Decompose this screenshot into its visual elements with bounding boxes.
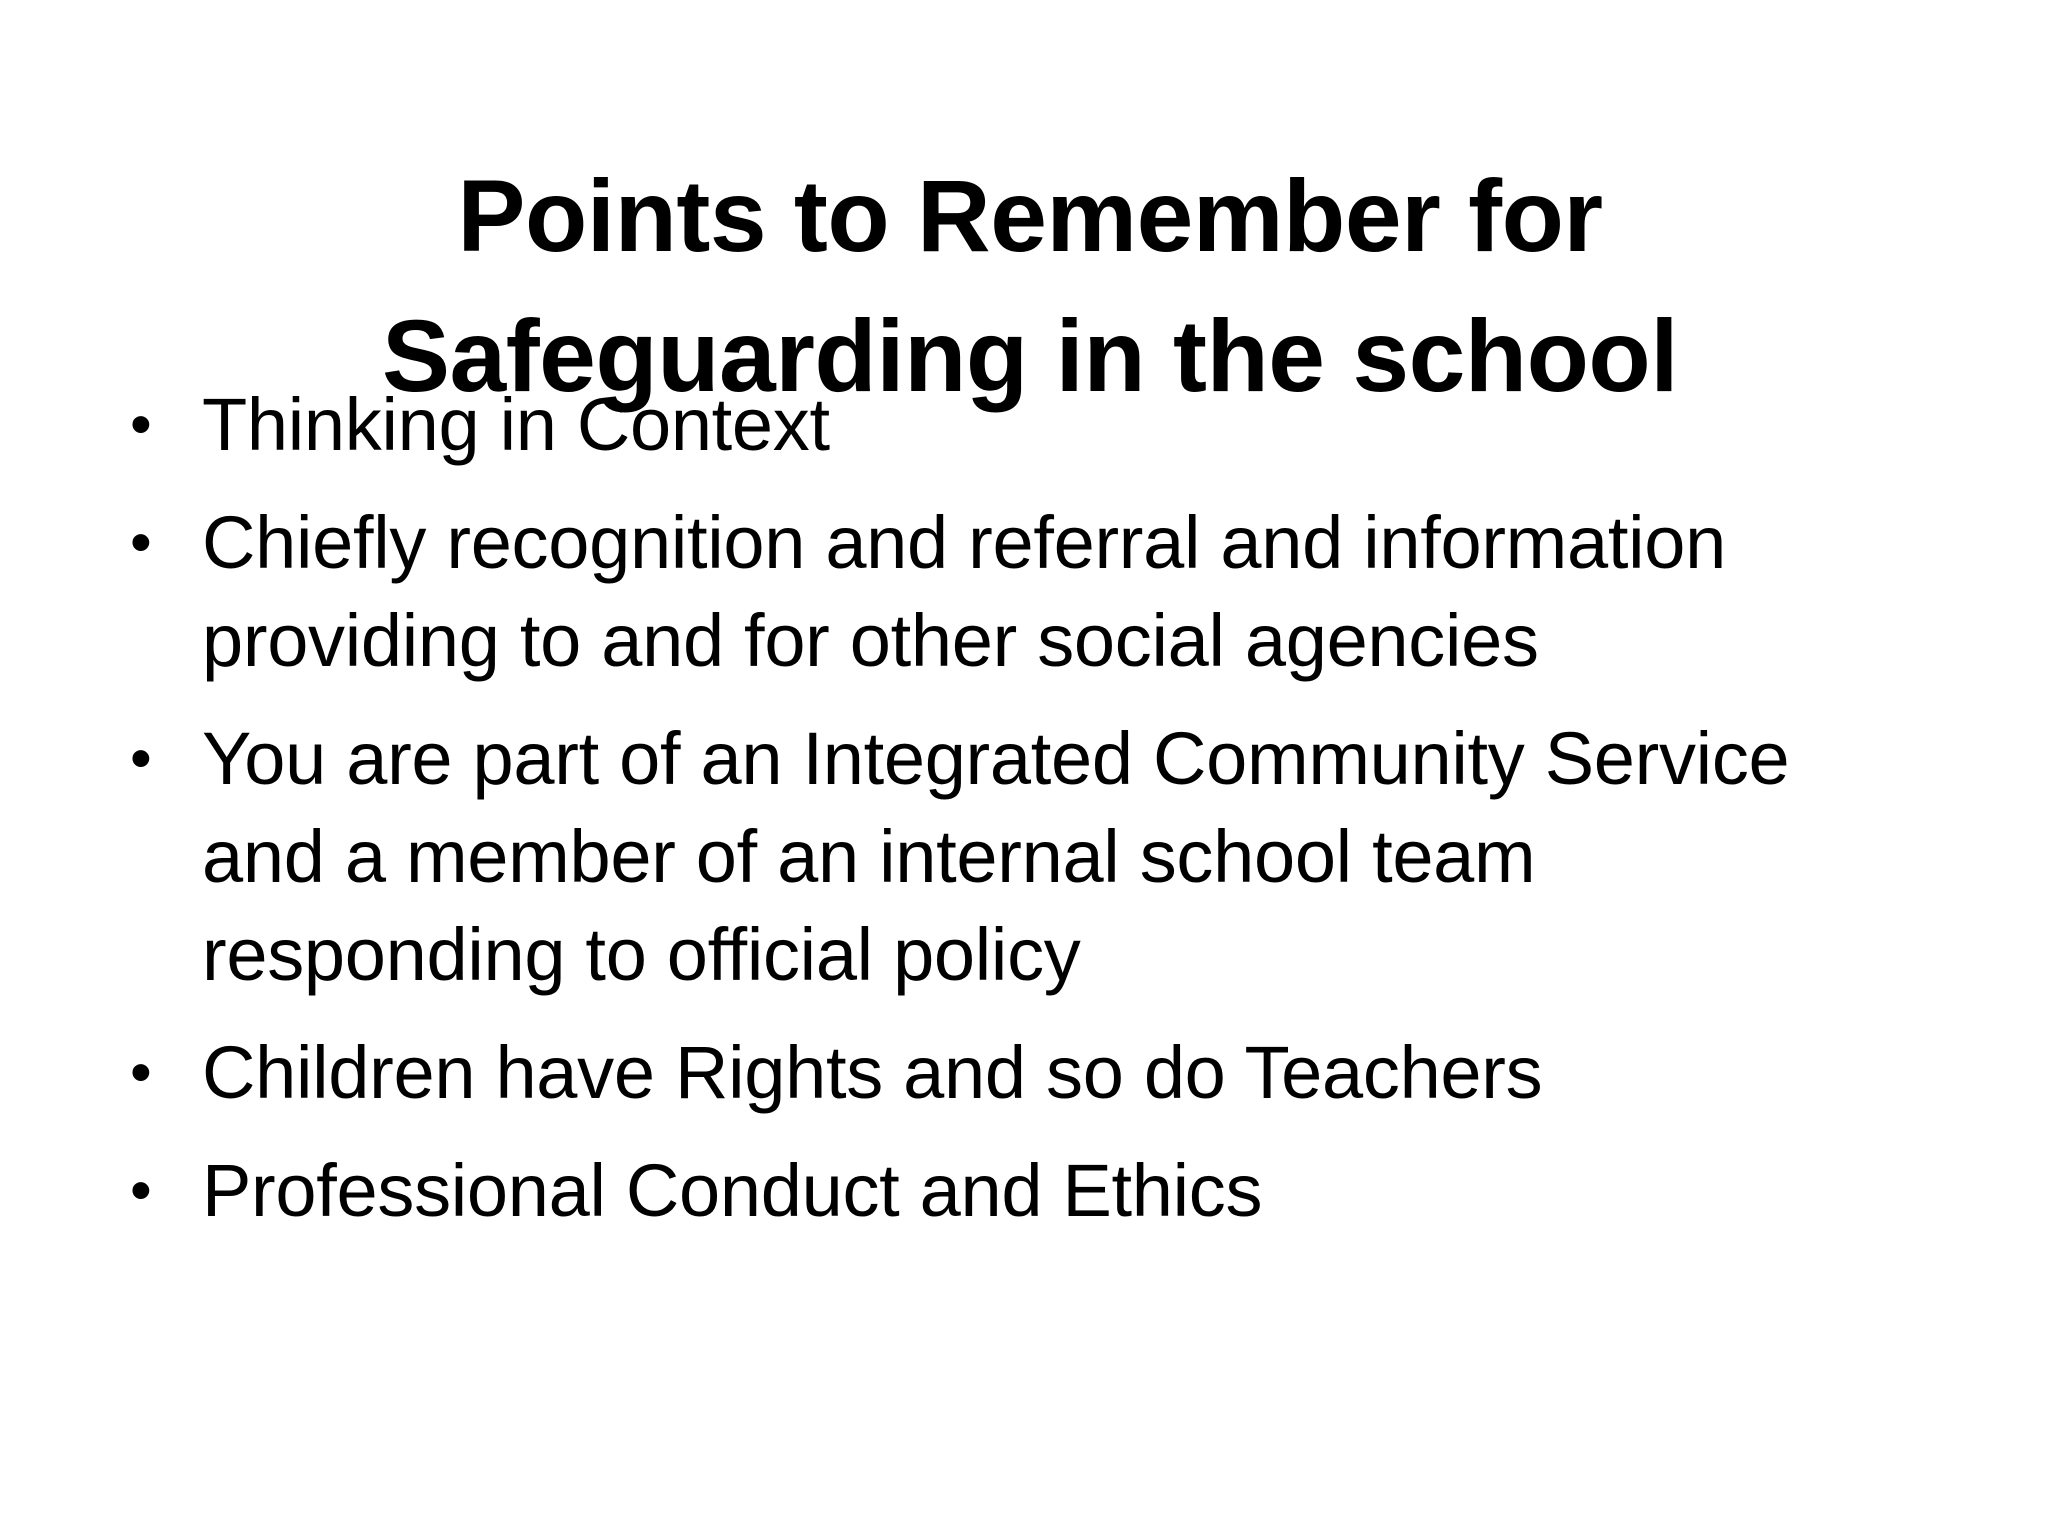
bullet-text-line: responding to official policy: [202, 913, 1081, 996]
bullet-text-line: Chiefly recognition and referral and information: [202, 501, 1726, 584]
bullet-list: [118, 376, 1938, 1260]
bullet-text-line: providing to and for other social agencies: [202, 599, 1539, 682]
bullet-item-recognition-and-referral: [118, 494, 1938, 690]
bullet-icon: •: [130, 724, 152, 793]
bullet-text-line: You are part of an Integrated Community Service: [202, 717, 1790, 800]
bullet-text-line: Children have Rights and so do Teachers: [202, 1031, 1543, 1114]
slide-title-line-2: Safeguarding in the school: [381, 299, 1679, 414]
bullet-icon: •: [130, 390, 152, 459]
bullet-item-professional-conduct: [118, 1142, 1938, 1240]
bullet-item-thinking-in-context: [118, 376, 1938, 474]
bullet-text-line: Professional Conduct and Ethics: [202, 1149, 1263, 1232]
bullet-text-line: Thinking in Context: [202, 383, 830, 466]
bullet-icon: •: [130, 508, 152, 577]
bullet-text-line: and a member of an internal school team: [202, 815, 1536, 898]
slide-title-line-1: Points to Remember for: [457, 159, 1603, 274]
bullet-item-integrated-community-service: [118, 710, 1938, 1004]
bullet-icon: •: [130, 1038, 152, 1107]
bullet-icon: •: [130, 1156, 152, 1225]
bullet-item-children-rights: [118, 1024, 1938, 1122]
